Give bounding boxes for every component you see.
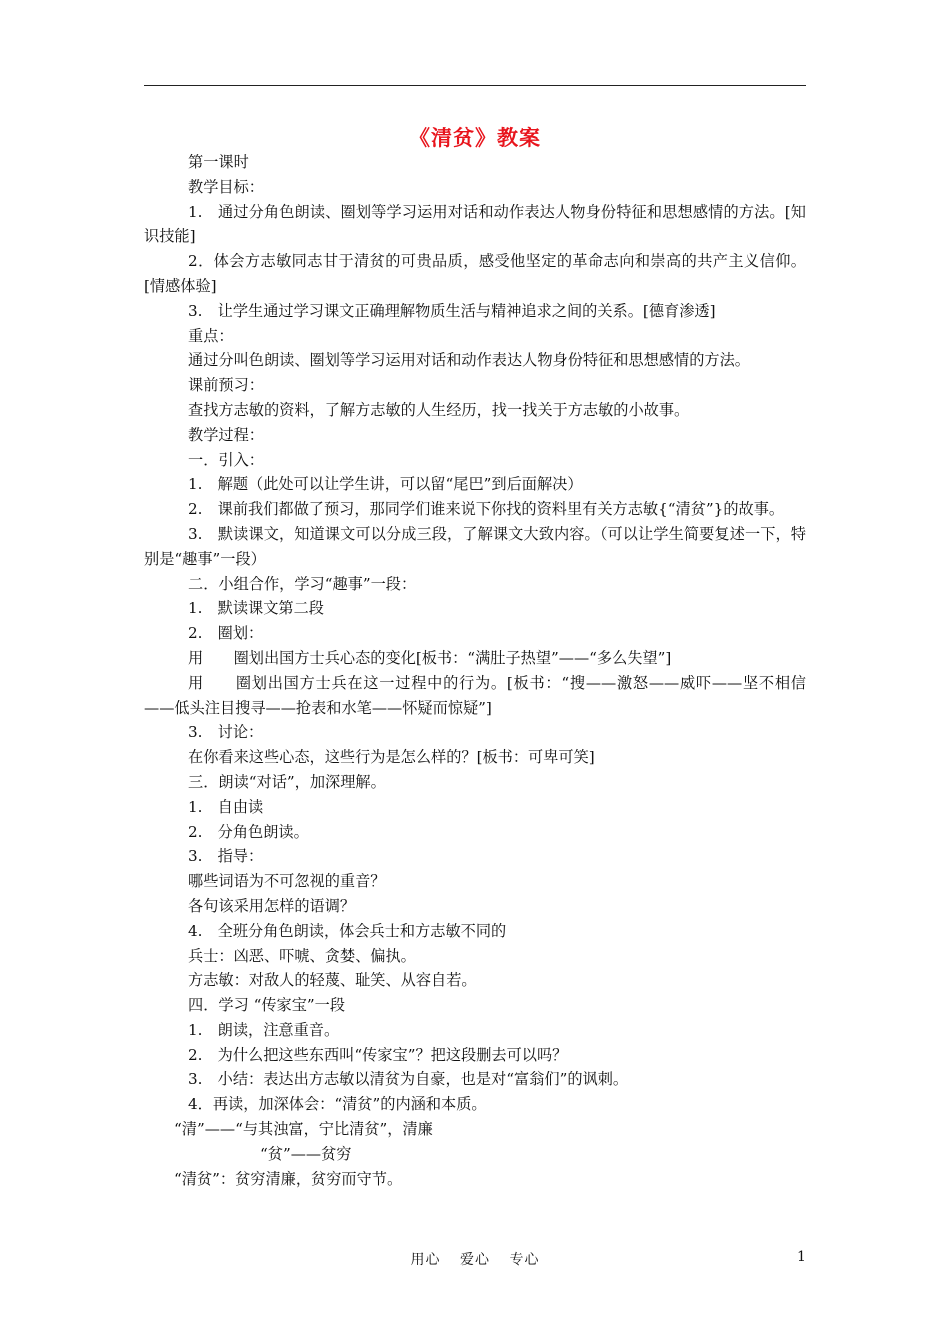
paragraph: 1. 默读课文第二段 — [188, 599, 324, 618]
paragraph: 四．学习 “传家宝”一段 — [188, 996, 346, 1015]
paragraph: 哪些词语为不可忽视的重音？ — [188, 872, 386, 891]
paragraph: 2．体会方志敏同志甘于清贫的可贵品质，感受他坚定的革命志向和崇高的共产主义信仰。[情感体验] — [144, 252, 806, 295]
header-rule — [144, 85, 806, 86]
paragraph: 兵士：凶恶、吓唬、贪婪、偏执。 — [188, 946, 416, 965]
paragraph: 2. 课前我们都做了预习，那同学们谁来说下你找的资料里有关方志敏{“清贫”}的故事。 — [188, 500, 785, 519]
paragraph: 三．朗读“对话”，加深理解。 — [188, 772, 386, 791]
footer-motto: 用心 爱心 专心 — [410, 1252, 540, 1268]
paragraph: 方志敏：对敌人的轻蔑、耻笑、从容自若。 — [188, 971, 477, 990]
paragraph: 一．引入： — [188, 450, 264, 469]
paragraph: 各句该采用怎样的语调？ — [188, 896, 356, 915]
paragraph: 通过分叫色朗读、圈划等学习运用对话和动作表达人物身份特征和思想感情的方法。 — [188, 351, 750, 370]
paragraph: 教学目标： — [188, 177, 264, 196]
paragraph: 3. 指导： — [188, 847, 264, 866]
paragraph: 查找方志敏的资料，了解方志敏的人生经历，找一找关于方志敏的小故事。 — [188, 400, 690, 419]
paragraph: 4. 全班分角色朗读，体会兵士和方志敏不同的 — [188, 921, 507, 940]
paragraph: 3. 讨论： — [188, 723, 264, 742]
paragraph: 2. 分角色朗读。 — [188, 822, 309, 841]
paragraph: 在你看来这些心态，这些行为是怎么样的？[板书：可卑可笑] — [188, 748, 595, 767]
paragraph: 课前预习： — [188, 376, 264, 395]
paragraph: 教学过程： — [188, 425, 264, 444]
paragraph: “清贫”：贫穷清廉，贫穷而守节。 — [174, 1169, 403, 1188]
document-body — [144, 150, 806, 1191]
paragraph: 第一课时 — [188, 153, 249, 171]
paragraph: 1. 通过分角色朗读、圈划等学习运用对话和动作表达人物身份特征和思想感情的方法。[知识技能] — [144, 202, 806, 246]
paragraph: 1. 自由读 — [188, 797, 264, 816]
paragraph: 1. 朗读，注意重音。 — [188, 1020, 340, 1039]
paragraph: 2. 圈划： — [188, 624, 264, 643]
paragraph: 4．再读，加深体会：“清贫”的内涵和本质。 — [188, 1095, 487, 1114]
paragraph: 用 圈划出国方士兵心态的变化[板书：“满肚子热望”——“多么失望”] — [188, 648, 672, 667]
paragraph: “清”——“与其浊富，宁比清贫”，清廉 — [174, 1120, 433, 1139]
document-title: 《清贫》教案 — [409, 126, 541, 150]
paragraph: 1. 解题（此处可以让学生讲，可以留“尾巴”到后面解决） — [188, 475, 583, 494]
paragraph: “贫”——贫穷 — [260, 1144, 352, 1163]
paragraph: 2. 为什么把这些东西叫“传家宝”？把这段删去可以吗？ — [188, 1045, 568, 1064]
paragraph: 重点： — [188, 326, 234, 345]
paragraph: 二．小组合作，学习“趣事”一段： — [188, 574, 417, 593]
page-number: 1 — [797, 1249, 806, 1265]
paragraph: 3. 小结：表达出方志敏以清贫为自豪，也是对“富翁们”的讽刺。 — [188, 1070, 629, 1089]
paragraph: 3. 让学生通过学习课文正确理解物质生活与精神追求之间的关系。[德育渗透] — [188, 301, 716, 320]
paragraph: 3. 默读课文，知道课文可以分成三段，了解课文大致内容。（可以让学生简要复述一下，特别是“趣事”一段） — [144, 524, 806, 568]
paragraph: 用 圈划出国方士兵在这一过程中的行为。[板书：“搜——激怒——威吓——坚不相信——低头注目搜寻——抢表和水笔——怀疑而惊疑”] — [144, 673, 806, 717]
